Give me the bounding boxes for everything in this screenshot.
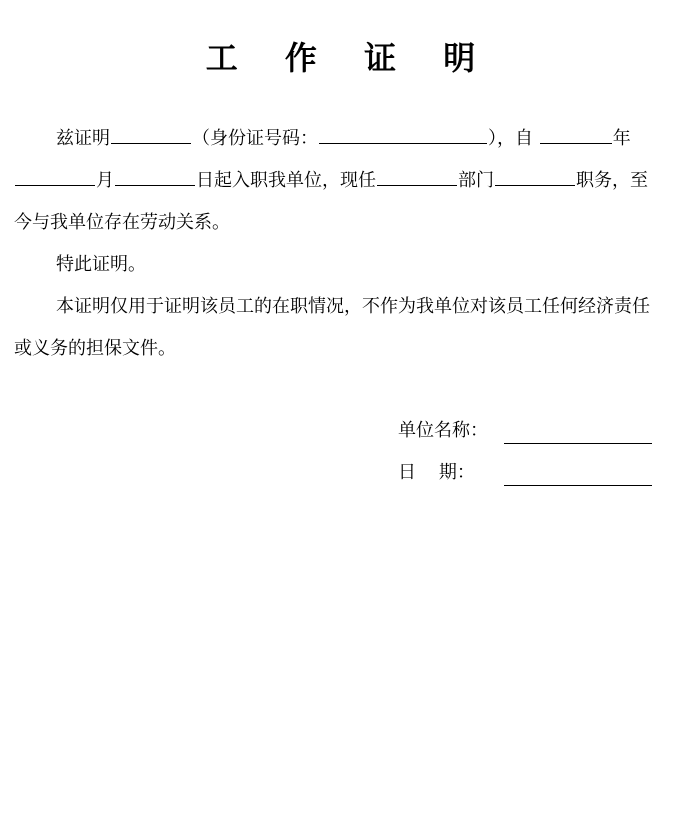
- text-segment: 月: [96, 170, 114, 191]
- text-segment: ），自: [488, 128, 533, 149]
- certification-paragraph: [14, 118, 654, 244]
- department-blank: [377, 169, 457, 186]
- unit-name-line: [504, 419, 652, 444]
- text-segment: 日起入职我单位，现任: [196, 170, 376, 191]
- text-segment: 部门: [458, 170, 494, 191]
- unit-name-label: 单位名称：: [398, 420, 488, 441]
- start-year-blank: [540, 127, 612, 144]
- disclaimer-paragraph: [14, 286, 654, 370]
- start-day-blank: [115, 169, 195, 186]
- date-line: [504, 461, 652, 486]
- text-segment: （身份证号码：: [192, 128, 318, 149]
- id-number-blank: [319, 127, 487, 144]
- unit-name-row: [398, 416, 652, 446]
- position-blank: [495, 169, 575, 186]
- text-segment: 年: [612, 128, 631, 149]
- name-blank: [111, 127, 191, 144]
- text-segment: 兹证明: [56, 128, 110, 149]
- date-row: [398, 458, 652, 488]
- text-segment: 职务，至今与我单位存在劳动关系。: [14, 170, 648, 233]
- date-label: 日 期：: [398, 462, 475, 483]
- disclaimer-text: 本证明仅用于证明该员工的在职情况，不作为我单位对该员工任何经济责任或义务的担保文件。: [14, 296, 650, 359]
- closing-text: 特此证明。: [56, 254, 146, 275]
- closing-statement: [14, 244, 654, 286]
- document-title: 工 作 证 明: [205, 39, 494, 77]
- start-month-blank: [15, 169, 95, 186]
